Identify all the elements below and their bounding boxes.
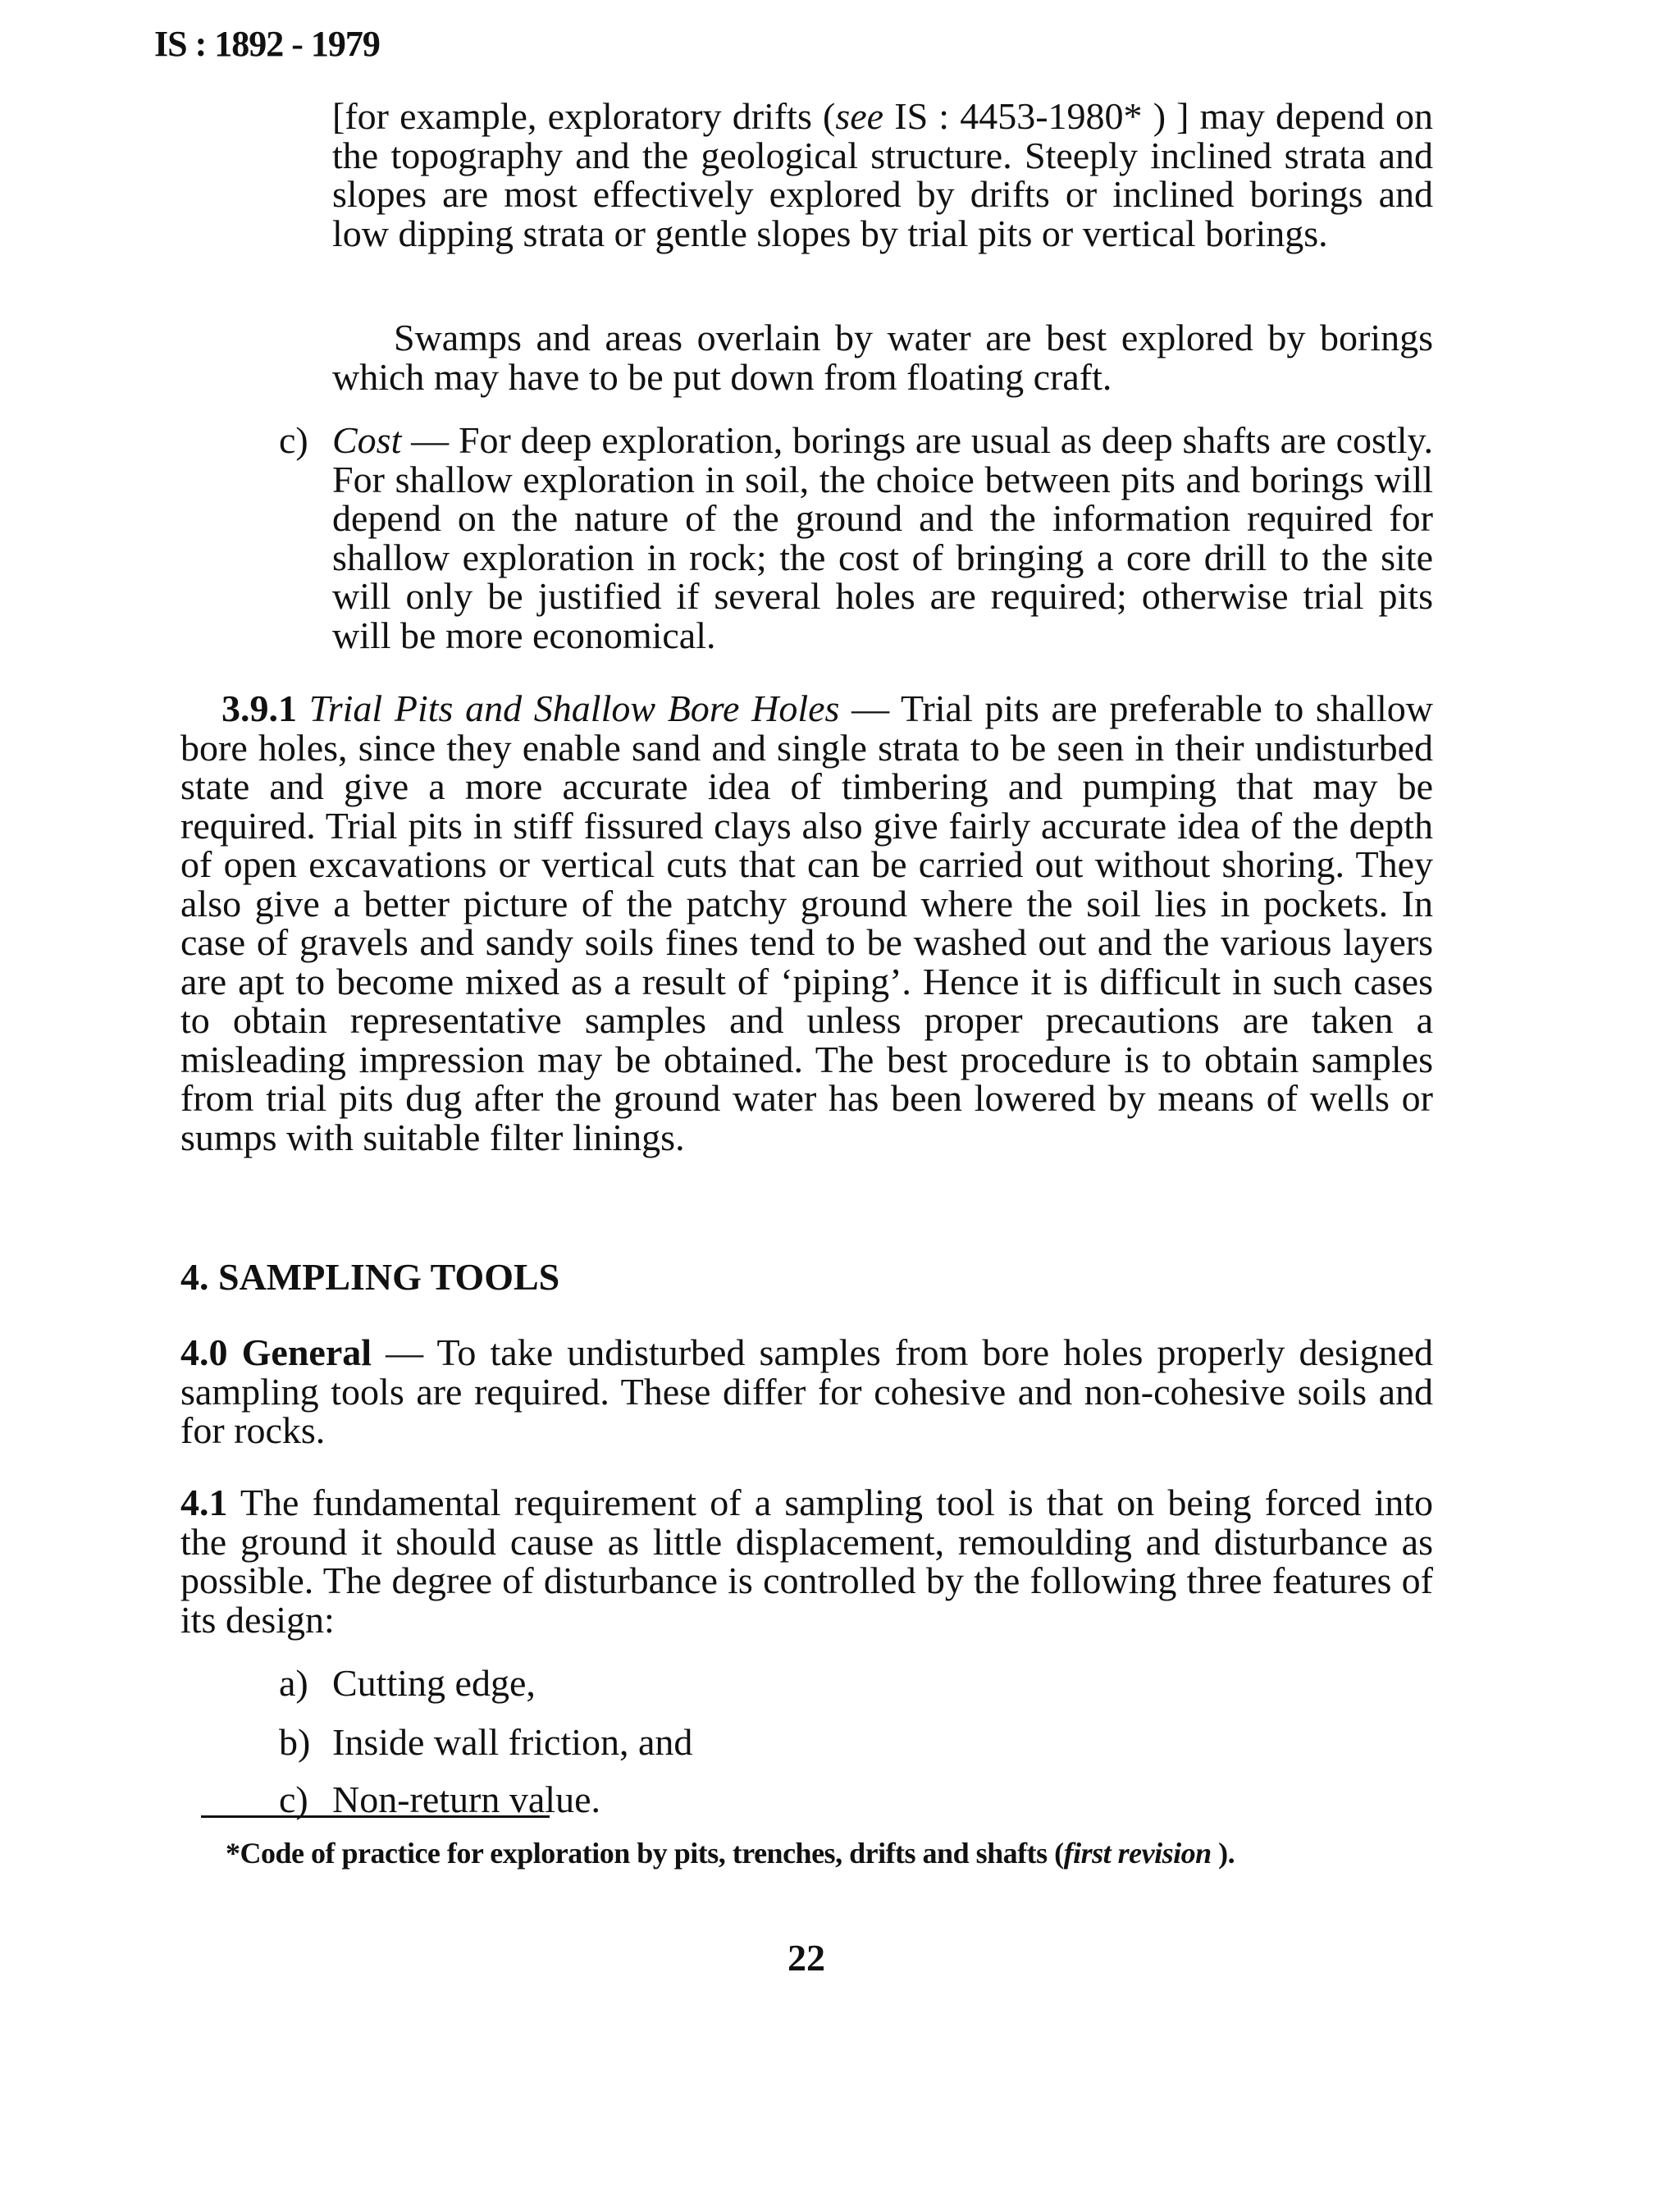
footnote-revision: first revision [1063, 1837, 1212, 1870]
standard-number-header: IS : 1892 - 1979 [154, 24, 380, 64]
design-feature-a [279, 1661, 536, 1705]
page-number: 22 [788, 1937, 825, 1979]
item-c-title: Cost [332, 419, 402, 461]
design-feature-c-text: Non-return value. [332, 1778, 600, 1820]
swamps-text: Swamps and areas overlain by water are best explored by borings which may have to be put down from floating craft. [332, 317, 1433, 398]
section-3-9-1-title: Trial Pits and Shallow Bore Holes [308, 687, 840, 729]
section-4-1-number: 4.1 [180, 1482, 228, 1523]
section-4-0-text: — To take undisturbed samples from bore holes properly designed sampling tools are required. These differ for cohesive and non-cohesive soils and for rocks. [180, 1331, 1434, 1451]
footnote-divider [201, 1815, 550, 1818]
section-3-9-1-number: 3.9.1 [221, 687, 297, 729]
item-c-cost [279, 421, 1433, 655]
continuation-prefix: [for example, exploratory drifts ( [332, 95, 836, 137]
design-feature-a-text: Cutting edge, [332, 1662, 536, 1704]
section-4-1-text: The fundamental requirement of a sampling tool is that on being forced into the ground it should cause as little displacement, remoulding and disturbance as possible. The degree of disturbance is controlled by the following three features of its design: [180, 1482, 1433, 1641]
footnote-text: *Code of practice for exploration by pits, trenches, drifts and shafts ( [226, 1837, 1064, 1870]
section-3-9-1 [180, 689, 1433, 1157]
section-4-1 [180, 1483, 1433, 1639]
design-feature-b [279, 1720, 692, 1764]
section-4-0-number: 4.0 [180, 1331, 228, 1373]
continuation-text: IS : 4453-1980* ) ] may depend on the topography and the geological structure. Steeply inclined strata and slopes are most effectively explored by drifts or inclined borings and low dipping strata or gentle slopes by trial pits or vertical borings. [332, 95, 1434, 254]
item-c-marker: c) [279, 419, 308, 461]
footnote-suffix: ). [1211, 1837, 1235, 1870]
section-4-0-title: General [241, 1331, 372, 1373]
section-4-heading: 4. SAMPLING TOOLS [180, 1256, 560, 1298]
swamps-paragraph [332, 318, 1433, 396]
design-feature-c-marker: c) [279, 1778, 308, 1820]
section-4-0 [180, 1333, 1433, 1450]
design-feature-b-text: Inside wall friction, and [332, 1721, 693, 1763]
item-c-text: — For deep exploration, borings are usual as deep shafts are costly. For shallow exploration in soil, the choice between pits and borings will depend on the nature of the ground and the information required for shallow exploration in rock; the cost of bringing a core drill to the site will only be justified if several holes are required; otherwise trial pits will be more economical. [332, 419, 1433, 656]
footnote [226, 1836, 1235, 1870]
continuation-paragraph [332, 97, 1433, 253]
section-3-9-1-text: — Trial pits are preferable to shallow bore holes, since they enable sand and single strata to be seen in their undisturbed state and give a more accurate idea of timbering and pumping that may be required. Trial pits in stiff fissured clays also give fairly accurate idea of the depth of open excavations or vertical cuts that can be carried out without shoring. They also give a better picture of the patchy ground where the soil lies in pockets. In case of gravels and sandy soils fines tend to be washed out and the various layers are apt to become mixed as a result of ‘piping’. Hence it is difficult in such cases to obtain representative samples and unless proper precautions are taken a misleading impression may be obtained. The best procedure is to obtain samples from trial pits dug after the ground water has been lowered by means of wells or sumps with suitable filter linings. [180, 687, 1434, 1158]
see-reference: see [835, 95, 884, 137]
design-feature-b-marker: b) [279, 1721, 311, 1763]
design-feature-a-marker: a) [279, 1662, 308, 1704]
